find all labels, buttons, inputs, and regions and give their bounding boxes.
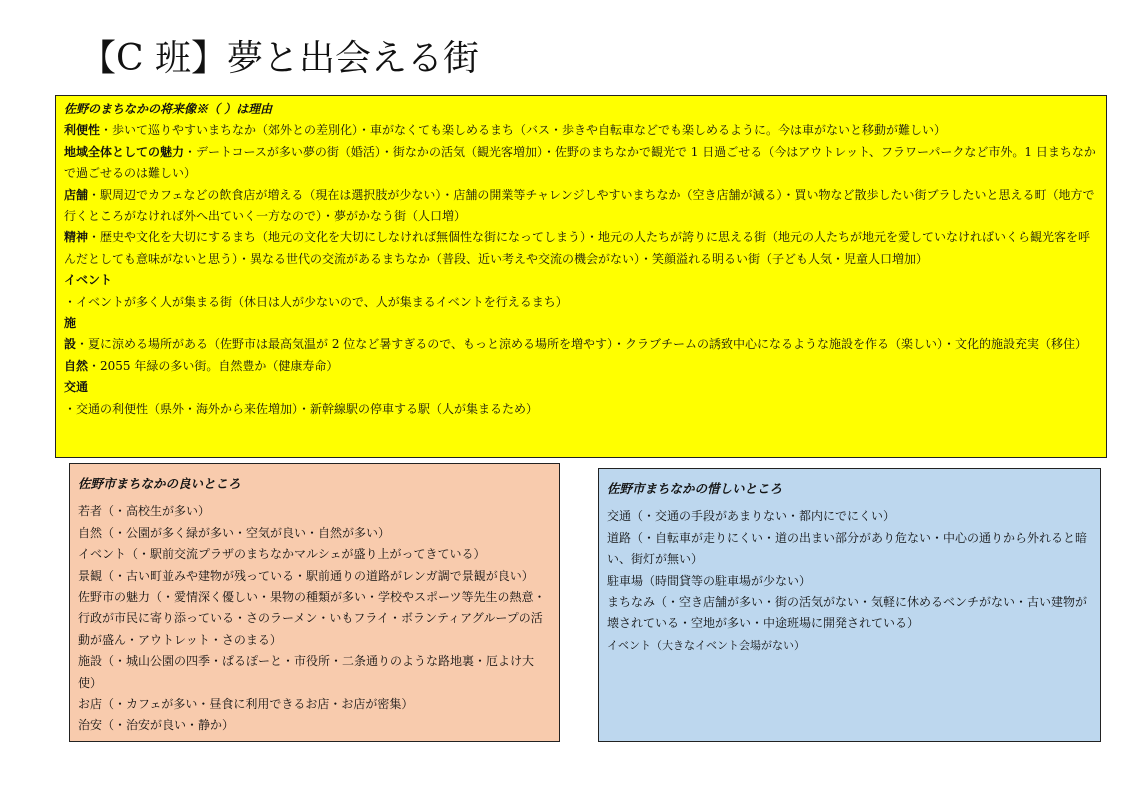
vision-heading: 佐野のまちなかの将来像※（ ）は理由 xyxy=(64,102,273,116)
vision-item-events-label xyxy=(64,270,1098,291)
vision-item-label: 地域全体としての魅力 xyxy=(64,144,185,159)
weak-points-box xyxy=(598,468,1101,742)
good-point-item: 景観（・古い町並みや建物が残っている・駅前通りの道路がレンガ調で景観が良い） xyxy=(78,568,534,583)
vision-item-text: ・交通の利便性（県外・海外から来佐増加）・新幹線駅の停車する駅（人が集まるため） xyxy=(64,401,539,416)
weak-point-item: 駐車場（時間貸等の駐車場が少ない） xyxy=(607,573,812,588)
good-point-item: 自然（・公園が多く緑が多い・空気が良い・自然が多い） xyxy=(78,525,391,540)
weak-point-item: まちなみ（・空き店舗が多い・街の活気がない・気軽に休めるベンチがない・古い建物が壊されている・空地が多い・中途班場に開発されている） xyxy=(607,595,1088,631)
good-point-item: 佐野市の魅力（・愛情深く優しい・果物の種類が多い・学校やスポーツ等先生の熱意・行政が市民に寄り添っている・さのラーメン・いもフライ・ボランティアグループの活動が盛ん・アウトレット・さのまる） xyxy=(78,590,546,647)
future-vision-box xyxy=(55,95,1107,458)
vision-item-shops xyxy=(64,185,1098,228)
good-point-item: 若者（・高校生が多い） xyxy=(78,504,211,519)
vision-item-label: 利便性 xyxy=(64,123,101,138)
vision-item-text: ・夏に涼める場所がある（佐野市は最高気温が 2 位など暑すぎるので、もっと涼める場所を増やす）・クラブチームの誘致中心になるような施設を作る（楽しい）・文化的施設充実（移住） xyxy=(76,337,1088,352)
vision-item-text: ・歩いて巡りやすいまちなか（郊外との差別化）・車がなくても楽しめるまち（バス・歩きや自転車などでも楽しめるように。今は車がないと移動が難しい） xyxy=(100,123,947,138)
good-point-item: 治安（・治安が良い・静か） xyxy=(78,718,235,733)
page-title: 【C 班】夢と出会える街 xyxy=(80,38,479,79)
vision-item-transport-label xyxy=(64,377,1098,398)
vision-item-spirit xyxy=(64,227,1098,270)
weak-points-heading: 佐野市まちなかの惜しいところ xyxy=(607,481,783,496)
vision-item-label: イベント xyxy=(64,273,113,288)
vision-item-text: ・デートコースが多い夢の街（婚活）・街なかの活気（観光客増加）・佐野のまちなかで観光で 1 日過ごせる（今はアウトレット、フラワーパークなど市外。1 日まちなかで過ごせるのは難しい） xyxy=(64,144,1096,181)
vision-item-events xyxy=(64,292,1098,313)
vision-item-label: 施設 xyxy=(64,316,77,352)
vision-item-label: 自然 xyxy=(64,358,89,373)
good-point-item: 施設（・城山公園の四季・ぱるぽーと・市役所・二条通りのような路地裏・厄よけ大使） xyxy=(78,654,535,690)
good-points-box xyxy=(69,463,560,742)
vision-item-text: ・2055 年緑の多い街。自然豊か（健康寿命） xyxy=(88,358,339,373)
vision-item-convenience xyxy=(64,120,1098,141)
vision-item-label: 交通 xyxy=(64,380,89,395)
weak-point-item: イベント（大きなイベント会場がない） xyxy=(607,638,805,652)
vision-item-label: 店舗 xyxy=(64,187,89,202)
vision-item-facilities xyxy=(64,313,1098,356)
weak-point-item: 交通（・交通の手段があまりない・都内にでにくい） xyxy=(607,509,896,524)
vision-item-text: ・イベントが多く人が集まる街（休日は人が少ないので、人が集まるイベントを行えるまち） xyxy=(64,294,568,309)
vision-item-regional-appeal xyxy=(64,142,1098,185)
vision-item-text: ・駅周辺でカフェなどの飲食店が増える（現在は選択肢が少ない）・店舗の開業等チャレンジしやすいまちなか（空き店舗が減る）・買い物など散歩したい街ブラしたいと思える町（地方で行くところがなければ外へ出ていく一方なので）・夢がかなう街（人口増） xyxy=(64,187,1095,224)
good-point-item: お店（・カフェが多い・昼食に利用できるお店・お店が密集） xyxy=(78,697,414,712)
vision-item-transport xyxy=(64,399,1098,420)
good-point-item: イベント（・駅前交流プラザのまちなかマルシェが盛り上がってきている） xyxy=(78,547,486,562)
weak-point-item: 道路（・自転車が走りにくい・道の出まい部分があり危ない・中心の通りから外れると暗い、街灯が無い） xyxy=(607,530,1088,567)
vision-item-nature xyxy=(64,356,1098,377)
vision-item-text: ・歴史や文化を大切にするまち（地元の文化を大切にしなければ無個性な街になってしまう）・地元の人たちが誇りに思える街（地元の人たちが地元を愛していなければいくら観光客を呼んだとしても意味がないと思う）・異なる世代の交流があるまちなか（普段、近い考えや交流の機会がない）・笑顔溢れる明るい街（子ども人気・児童人口増加） xyxy=(64,230,1091,266)
vision-item-label: 精神 xyxy=(64,230,89,245)
good-points-heading: 佐野市まちなかの良いところ xyxy=(78,476,241,491)
